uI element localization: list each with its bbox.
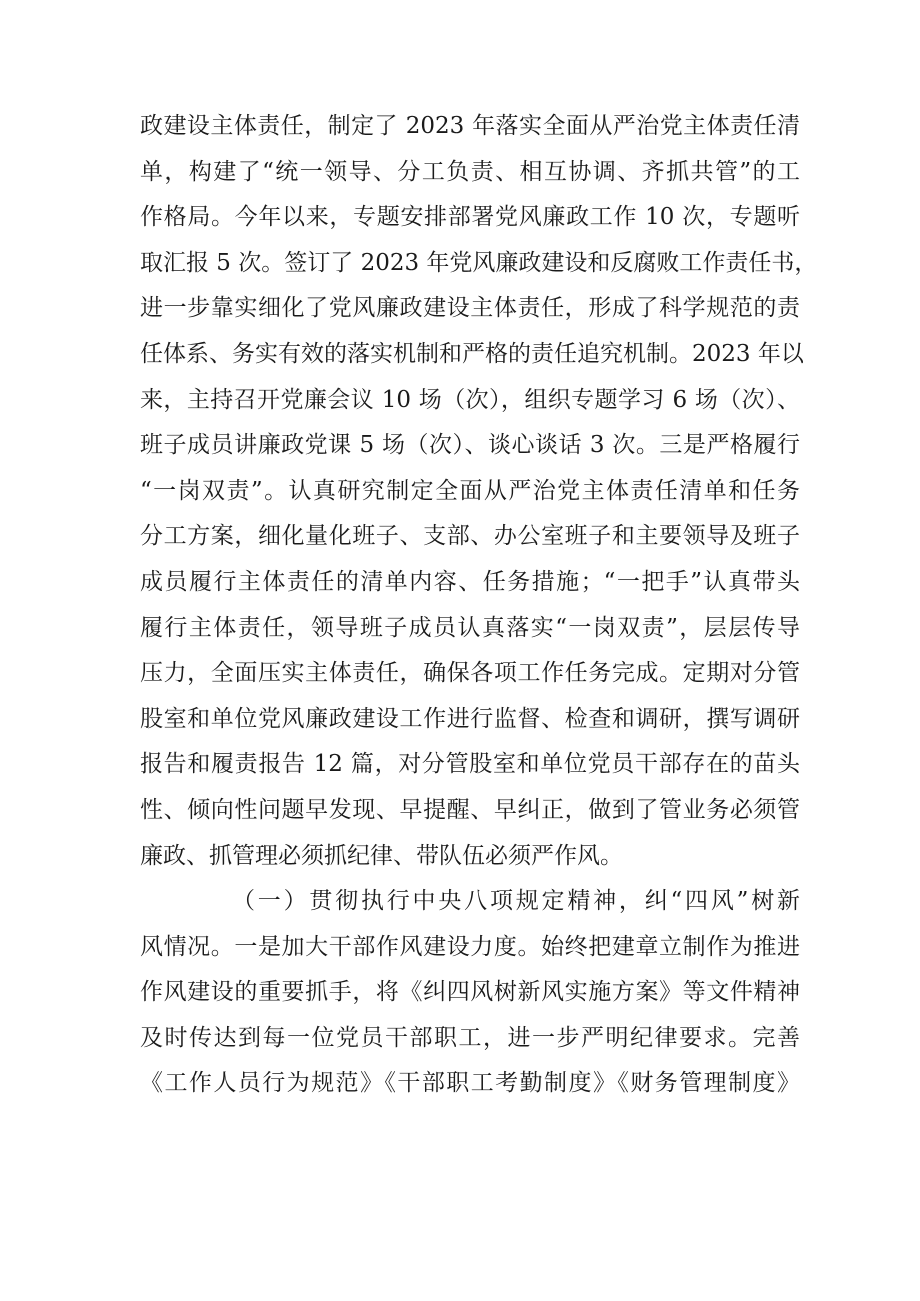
text-line: 来，主持召开党廉会议 10 场（次），组织专题学习 6 场（次）、 bbox=[140, 386, 800, 413]
text-line: 压力，全面压实主体责任，确保各项工作任务完成。定期对分管 bbox=[140, 660, 800, 687]
text-line: 进一步靠实细化了党风廉政建设主体责任，形成了科学规范的责 bbox=[140, 295, 800, 322]
text-line: 履行主体责任，领导班子成员认真落实“一岗双责”，层层传导 bbox=[140, 614, 800, 641]
text-line: 作风建设的重要抓手，将《纠四风树新风实施方案》等文件精神 bbox=[140, 979, 800, 1006]
text-line: 股室和单位党风廉政建设工作进行监督、检查和调研，撰写调研 bbox=[140, 705, 800, 732]
text-line: 廉政、抓管理必须抓纪律、带队伍必须严作风。 bbox=[140, 842, 623, 869]
text-line: “一岗双责”。认真研究制定全面从严治党主体责任清单和任务 bbox=[140, 477, 800, 504]
text-line: 班子成员讲廉政党课 5 场（次）、谈心谈话 3 次。三是严格履行 bbox=[140, 432, 800, 459]
section-heading-line: （一）贯彻执行中央八项规定精神，纠“四风”树新 bbox=[232, 888, 800, 915]
text-line: 风情况。一是加大干部作风建设力度。始终把建章立制作为推进 bbox=[140, 933, 800, 960]
text-line: 分工方案，细化量化班子、支部、办公室班子和主要领导及班子 bbox=[140, 523, 800, 550]
text-line: 性、倾向性问题早发现、早提醒、早纠正，做到了管业务必须管 bbox=[140, 796, 800, 823]
text-line: 取汇报 5 次。签订了 2023 年党风廉政建设和反腐败工作责任书， bbox=[140, 249, 818, 276]
text-line: 单，构建了“统一领导、分工负责、相互协调、齐抓共管”的工 bbox=[140, 158, 800, 185]
text-line: 作格局。今年以来，专题安排部署党风廉政工作 10 次，专题听 bbox=[140, 204, 800, 231]
text-line: 及时传达到每一位党员干部职工，进一步严明纪律要求。完善 bbox=[140, 1024, 800, 1051]
text-line: 报告和履责报告 12 篇，对分管股室和单位党员干部存在的苗头 bbox=[140, 751, 800, 778]
text-line: 政建设主体责任，制定了 2023 年落实全面从严治党主体责任清 bbox=[140, 113, 800, 139]
text-line: 成员履行主体责任的清单内容、任务措施；“一把手”认真带头 bbox=[140, 568, 800, 595]
text-line: 《工作人员行为规范》《干部职工考勤制度》《财务管理制度》 bbox=[140, 1070, 800, 1097]
text-line: 任体系、务实有效的落实机制和严格的责任追究机制。2023 年以 bbox=[140, 340, 804, 367]
body-text bbox=[140, 104, 818, 1107]
